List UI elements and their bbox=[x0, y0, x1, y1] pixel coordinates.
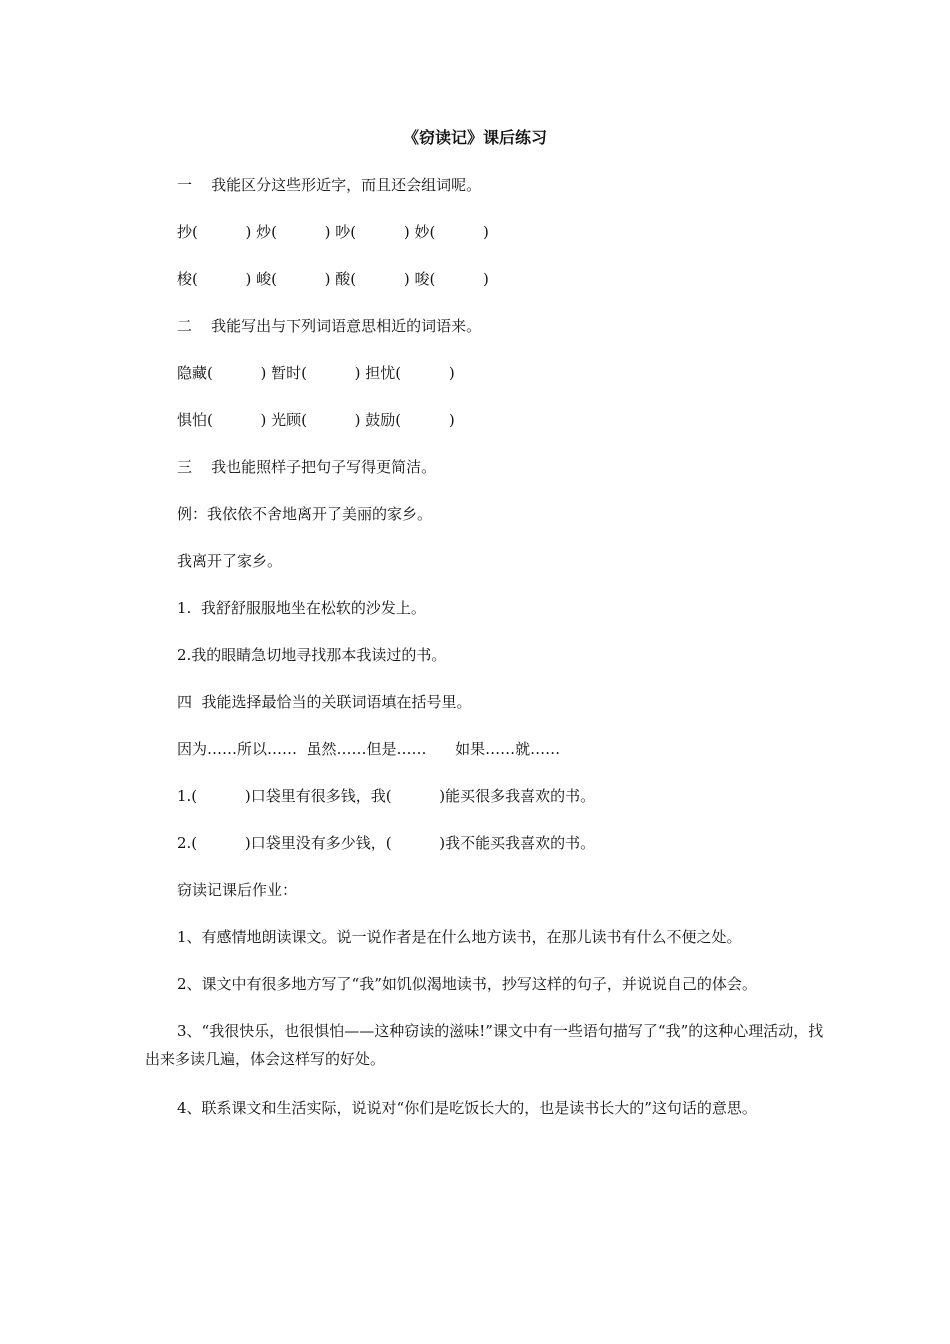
homework-item-2: 2、课文中有很多地方写了“我”如饥似渴地读书，抄写这样的句子，并说说自己的体会。 bbox=[177, 975, 757, 993]
section-4-heading: 四 我能选择最恰当的关联词语填在括号里。 bbox=[177, 693, 472, 711]
homework-item-3-text: 3、“我很快乐，也很惧怕——这种窃读的滋味!”课文中有一些语句描写了“我”的这种心理活动，找出来多读几遍，体会这样写的好处。 bbox=[145, 1022, 824, 1068]
section-3-example-answer: 我离开了家乡。 bbox=[177, 552, 283, 570]
homework-heading: 窃读记课后作业： bbox=[177, 881, 298, 899]
section-1-row-2: 梭( ) 峻( ) 酸( ) 唆( ) bbox=[177, 270, 489, 288]
section-1-heading: 一 我能区分这些形近字，而且还会组词呢。 bbox=[177, 176, 482, 194]
section-2-heading: 二 我能写出与下列词语意思相近的词语来。 bbox=[177, 317, 482, 335]
section-3-item-1: 1. 我舒舒服服地坐在松软的沙发上。 bbox=[177, 599, 426, 617]
homework-item-4: 4、联系课文和生活实际，说说对“你们是吃饭长大的，也是读书长大的”这句话的意思。 bbox=[177, 1099, 757, 1117]
section-3-heading: 三 我也能照样子把句子写得更简洁。 bbox=[177, 458, 437, 476]
homework-item-1: 1、有感情地朗读课文。说一说作者是在什么地方读书，在那儿读书有什么不便之处。 bbox=[177, 928, 742, 946]
section-1-row-1: 抄( ) 炒( ) 吵( ) 妙( ) bbox=[177, 223, 489, 241]
section-3-example: 例：我依依不舍地离开了美丽的家乡。 bbox=[177, 505, 433, 523]
homework-item-3 bbox=[145, 1017, 825, 1073]
section-4-item-2: 2.( )口袋里没有多少钱，( )我不能买我喜欢的书。 bbox=[177, 834, 596, 852]
section-4-options: 因为……所以…… 虽然……但是…… 如果……就…… bbox=[177, 740, 561, 758]
section-4-item-1: 1.( )口袋里有很多钱，我( )能买很多我喜欢的书。 bbox=[177, 787, 596, 805]
section-2-row-2: 惧怕( ) 光顾( ) 鼓励( ) bbox=[177, 411, 455, 429]
section-3-item-2: 2.我的眼睛急切地寻找那本我读过的书。 bbox=[177, 646, 447, 664]
page-title: 《窃读记》课后练习 bbox=[402, 128, 547, 147]
section-2-row-1: 隐藏( ) 暂时( ) 担忧( ) bbox=[177, 364, 455, 382]
